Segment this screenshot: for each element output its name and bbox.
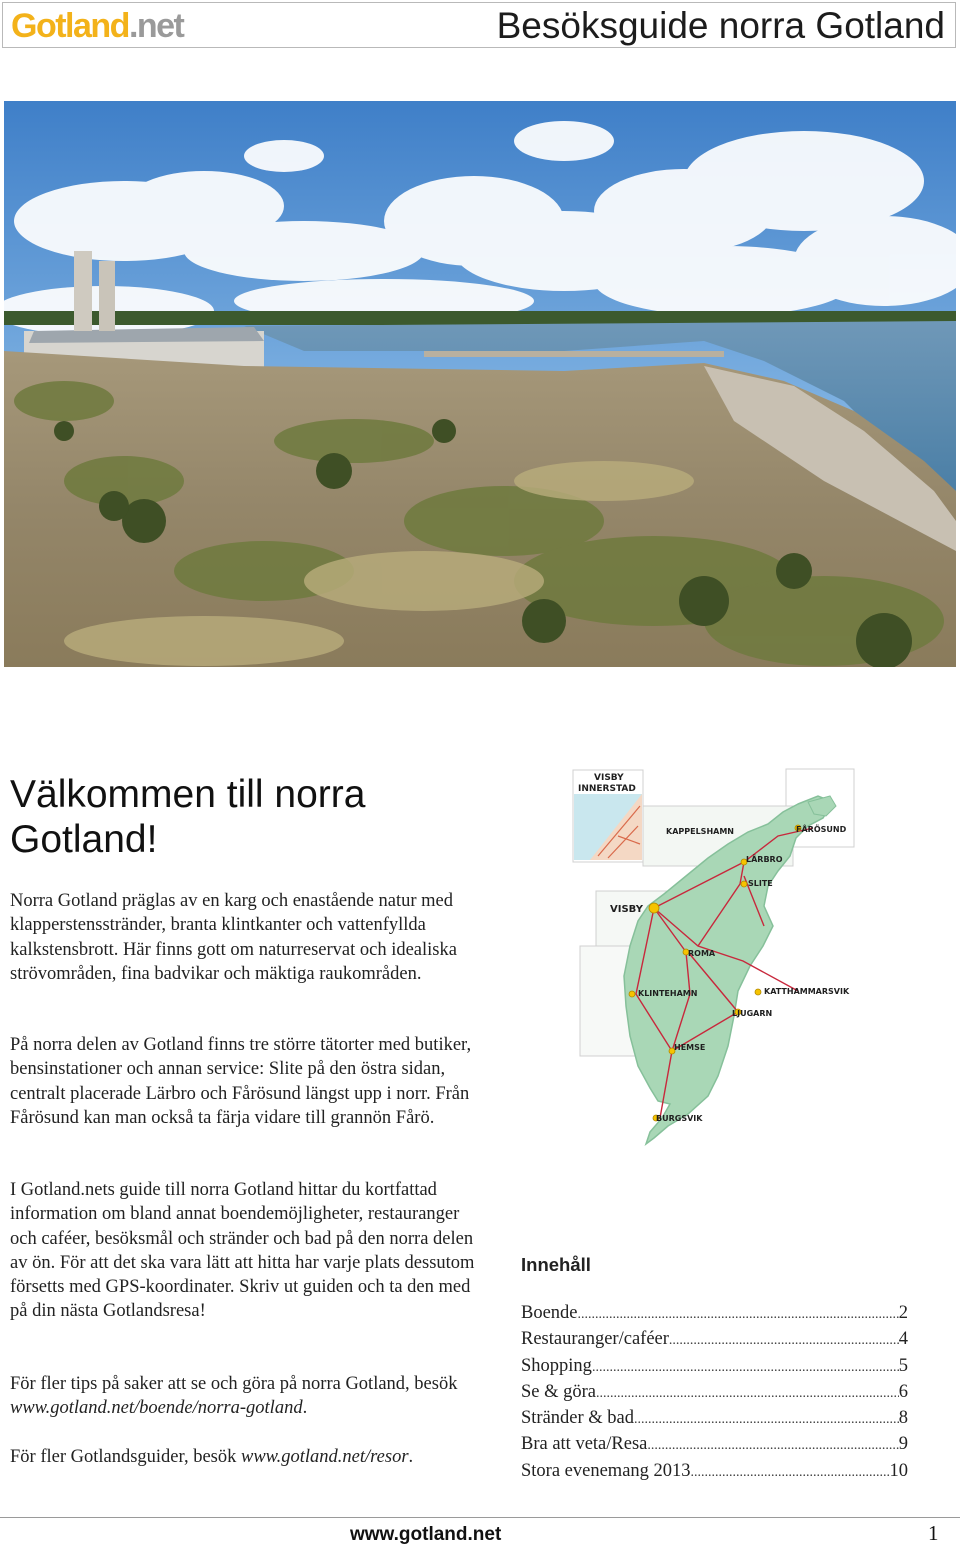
toc-item-page: 8 [898, 1408, 908, 1429]
toc-item-label: Shopping [521, 1355, 592, 1376]
toc-item-shopping[interactable] [521, 1354, 908, 1380]
toc-leader-dots [596, 1382, 899, 1406]
map-label-visby-innerstad-1: VISBY [594, 773, 624, 783]
norra-gotland-link[interactable]: www.gotland.net/boende/norra-gotland [10, 1398, 303, 1419]
page-header [2, 2, 956, 48]
towns-paragraph: På norra delen av Gotland finns tre större tätorter med butiker, bensinstationer och annan service: Slite på den östra sidan, centralt placerade Lärbro och Fårösund längst upp i norr. Från Fårösund kan man också ta färja vidare till grannön Fårö. [10, 1035, 472, 1128]
map-label-hemse: HEMSE [674, 1043, 706, 1052]
toc-leader-dots [647, 1434, 898, 1458]
toc-item-label: Stränder & bad [521, 1408, 635, 1429]
resor-link[interactable]: www.gotland.net/resor [240, 1447, 409, 1467]
toc-title: Innehåll [521, 1254, 591, 1275]
toc-item-evenemang[interactable] [521, 1459, 908, 1485]
more-guides-text: För fler Gotlandsguider, besök [10, 1447, 241, 1467]
toc-item-label: Se & göra [521, 1381, 597, 1402]
more-tips-end: . [302, 1398, 308, 1419]
toc-item-restauranger[interactable] [521, 1327, 908, 1353]
more-guides-paragraph [10, 1445, 480, 1469]
footer-divider [0, 1517, 960, 1518]
hero-photo-coast-limestone-works [4, 101, 956, 667]
map-label-burgsvik: BURGSVIK [656, 1114, 703, 1123]
welcome-heading-line1: Välkommen till norra [10, 773, 366, 816]
toc-leader-dots [578, 1303, 899, 1327]
table-of-contents [521, 1253, 911, 1485]
gotland-map [568, 766, 868, 1176]
toc-leader-dots [592, 1356, 899, 1380]
map-label-kappelshamn: KAPPELSHAMN [666, 827, 734, 836]
map-label-ljugarn: LJUGARN [732, 1009, 773, 1018]
toc-item-label: Stora evenemang 2013 [521, 1460, 691, 1481]
toc-leader-dots [634, 1408, 899, 1432]
toc-item-label: Boende [521, 1303, 578, 1323]
document-title: Besöksguide norra Gotland [496, 5, 945, 46]
logo-tld: .net [128, 7, 184, 45]
toc-item-label: Restauranger/caféer [521, 1329, 669, 1350]
toc-item-page: 4 [898, 1329, 908, 1350]
more-guides-end: . [408, 1447, 414, 1467]
footer-url[interactable]: www.gotland.net [350, 1524, 502, 1545]
map-label-roma: ROMA [688, 949, 716, 958]
toc-item-bra-att-veta[interactable] [521, 1432, 908, 1458]
gotland-net-logo [11, 6, 183, 46]
toc-item-page: 5 [898, 1355, 908, 1376]
toc-item-se-gora[interactable] [521, 1380, 908, 1406]
guide-paragraph: I Gotland.nets guide till norra Gotland hittar du kortfattad information om bland annat boendemöjligheter, restauranger och caféer, besöksmål och stränder och bad på den norra delen av ön. För att det ska vara lätt att hitta har varje plats dessutom försetts med GPS-koordinater. Skriv ut guiden och ta den med på din nästa Gotlandsresa! [10, 1180, 475, 1322]
toc-item-boende[interactable] [521, 1301, 908, 1327]
welcome-heading-line2: Gotland! [10, 818, 158, 861]
toc-item-page: 2 [898, 1303, 908, 1323]
map-label-katthammarsvik: KATTHAMMARSVIK [764, 987, 850, 996]
more-tips-text: För fler tips på saker att se och göra på norra Gotland, besök [10, 1374, 458, 1394]
page-number: 1 [928, 1521, 939, 1545]
logo-brand: Gotland [11, 7, 129, 45]
toc-item-page: 10 [889, 1460, 908, 1481]
toc-item-strander-bad[interactable] [521, 1406, 908, 1432]
toc-leader-dots [691, 1461, 890, 1485]
toc-item-page: 6 [898, 1381, 908, 1402]
toc-item-page: 9 [898, 1434, 908, 1455]
intro-paragraph: Norra Gotland präglas av en karg och enastående natur med klapperstensstränder, branta klintkanter och vattenfyllda kalkstensbrott. Här finns gott om naturreservat och idealiska strövområden, fina badvikar och mäktiga raukområden. [10, 891, 457, 984]
welcome-heading [10, 772, 550, 862]
map-label-klintehamn: KLINTEHAMN [638, 989, 698, 998]
map-label-visby: VISBY [610, 904, 643, 915]
toc-leader-dots [669, 1329, 899, 1353]
toc-item-label: Bra att veta/Resa [521, 1434, 648, 1455]
map-label-farosund: FÅRÖSUND [796, 825, 847, 834]
map-label-larbro: LÄRBRO [746, 855, 783, 864]
map-label-slite: SLITE [748, 879, 773, 888]
more-tips-paragraph [10, 1372, 480, 1421]
map-label-visby-innerstad-2: INNERSTAD [578, 784, 636, 794]
